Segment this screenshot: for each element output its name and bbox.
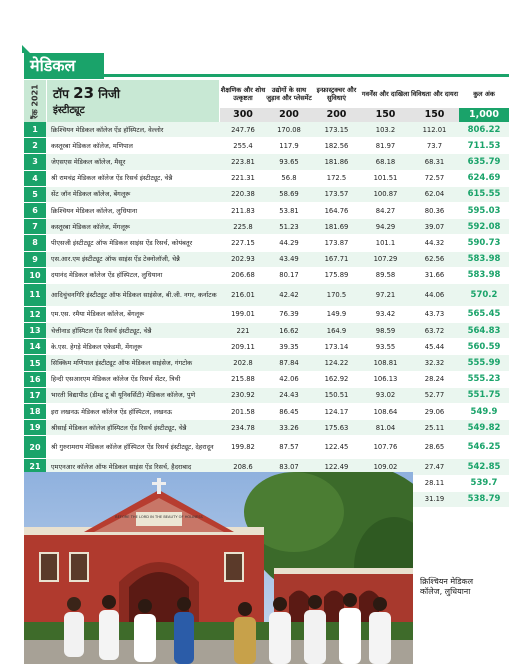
institute-name: आदिचुंचनगिरि इंस्टीट्यूट ऑफ मेडिकल साइंसेज, बी.जी. नगर, कर्नाटक: [51, 290, 217, 299]
score-cell: 181.86: [324, 157, 349, 166]
score-cell: 124.17: [324, 407, 349, 416]
score-cell: 62.04: [424, 190, 445, 199]
score-cell: 173.15: [324, 125, 349, 134]
rank-cell: 16: [24, 372, 46, 387]
institute-name: क्रिश्चियन मेडिकल कॉलेज, लुधियाना: [51, 206, 138, 215]
score-cell: 247.76: [231, 125, 255, 134]
institute-name: एम.एस. रमैया मेडिकल कॉलेज, बेंगलूरू: [51, 310, 145, 319]
score-cell: 25.11: [424, 423, 445, 432]
score-cell: 199.01: [231, 310, 255, 319]
total-score: 565.45: [467, 309, 501, 320]
score-cell: 80.17: [279, 271, 299, 280]
rank-cell: 1: [24, 122, 46, 137]
corner-marker: [22, 45, 30, 53]
total-score: 542.85: [467, 461, 501, 472]
column-weight-2: 200: [279, 109, 299, 120]
score-cell: 202.8: [233, 359, 253, 368]
rank-cell: 6: [24, 203, 46, 218]
score-cell: 97.21: [375, 290, 396, 299]
building-sign-text: BEFORE THE LORD IN THE BEAUTY OF HOLINESS: [115, 515, 203, 519]
table-row: [24, 171, 509, 187]
rank-cell: 14: [24, 339, 46, 354]
total-score: 590.73: [467, 237, 501, 248]
score-cell: 31.66: [424, 271, 445, 280]
rank-cell: 7: [24, 219, 46, 234]
score-cell: 51.23: [279, 222, 299, 231]
score-cell: 93.42: [375, 310, 396, 319]
score-cell: 87.84: [279, 359, 299, 368]
table-row: [24, 404, 509, 420]
rank-cell: 4: [24, 171, 46, 186]
score-cell: 215.88: [231, 375, 255, 384]
score-cell: 16.62: [279, 326, 299, 335]
rank-cell: 3: [24, 154, 46, 169]
total-score: 551.75: [467, 390, 501, 401]
title-number: 23: [73, 84, 95, 102]
rank-cell: 2: [24, 138, 46, 153]
total-score: 539.7: [470, 478, 498, 489]
institute-name: इरा लखनऊ मेडिकल कॉलेज ऐंड हॉस्पिटल, लखनऊ: [51, 407, 173, 416]
rank-cell: 13: [24, 323, 46, 338]
score-cell: 124.22: [324, 359, 349, 368]
score-cell: 107.76: [373, 443, 398, 452]
table-row: [24, 436, 509, 459]
score-cell: 42.06: [279, 375, 299, 384]
total-score: 583.98: [467, 270, 501, 281]
institute-name: श्री रामचंद्र मेडिकल कॉलेज ऐंड रिसर्च इंस्टीट्यूट, चेन्नै: [51, 174, 173, 183]
total-score: 564.83: [467, 325, 501, 336]
score-cell: 162.92: [324, 375, 349, 384]
rank-year-label: रैंक 2021: [30, 83, 40, 119]
institute-name: सेंट जॉन मेडिकल कॉलेज, बेंगलूरू: [51, 190, 131, 199]
table-row: [24, 219, 509, 235]
section-title: मेडिकल: [24, 53, 104, 79]
score-cell: 32.32: [424, 359, 445, 368]
score-cell: 89.58: [375, 271, 396, 280]
score-cell: 108.81: [373, 359, 398, 368]
table-row: [24, 420, 509, 436]
score-cell: 117.9: [279, 141, 299, 150]
score-cell: 100.87: [373, 190, 398, 199]
score-cell: 81.97: [375, 141, 396, 150]
rank-cell: 15: [24, 355, 46, 370]
institute-name: पीएसजी इंस्टीट्यूट ऑफ मेडिकल साइंस ऐंड रिसर्च, कोयंबतूर: [51, 238, 193, 247]
total-score: 711.53: [467, 140, 501, 151]
score-cell: 227.15: [231, 238, 255, 247]
score-cell: 106.13: [373, 375, 398, 384]
score-cell: 230.92: [231, 391, 255, 400]
institute-name: कस्तूरबा मेडिकल कॉलेज, मेंगलूरू: [51, 222, 130, 231]
score-cell: 211.83: [231, 206, 255, 215]
score-cell: 73.7: [426, 141, 443, 150]
institute-name: जेएसएस मेडिकल कॉलेज, मैसूर: [51, 157, 126, 166]
rank-cell: 10: [24, 268, 46, 283]
score-cell: 86.45: [279, 407, 299, 416]
total-score: 615.55: [467, 189, 501, 200]
score-cell: 216.01: [231, 290, 255, 299]
institute-name: के.एस. हेगड़े मेडिकल एकेडमी, मेंगलूरू: [51, 342, 143, 351]
table-title-box: [47, 80, 219, 122]
total-score: 555.23: [467, 374, 501, 385]
score-cell: 107.29: [373, 255, 398, 264]
column-weight-5: 150: [424, 109, 445, 120]
score-cell: 31.19: [424, 495, 445, 504]
table-row: [24, 268, 509, 284]
score-cell: 209.11: [231, 342, 255, 351]
total-score: 595.03: [467, 205, 501, 216]
total-score: 806.22: [467, 124, 501, 135]
table-row: [24, 323, 509, 339]
institute-name: कस्तूरबा मेडिकल कॉलेज, मणिपाल: [51, 141, 133, 150]
column-weight-4: 150: [375, 109, 396, 120]
score-cell: 94.29: [375, 222, 396, 231]
score-cell: 93.55: [375, 342, 396, 351]
table-row: [24, 307, 509, 323]
score-cell: 221: [236, 326, 250, 335]
score-cell: 24.43: [279, 391, 299, 400]
table-subtitle: इंस्टीट्यूट: [53, 105, 85, 116]
score-cell: 221.31: [231, 174, 255, 183]
institute-name: सिक्किम मणिपाल इंस्टीट्यूट ऑफ मेडिकल साइंसेज, गंगटोक: [51, 359, 193, 368]
total-score: 538.79: [467, 494, 501, 505]
column-header-3: इन्फ्रास्ट्रक्चर और सुविधाएं: [316, 86, 357, 102]
photo-caption: [420, 577, 473, 597]
score-cell: 44.29: [279, 238, 299, 247]
total-score: 549.9: [470, 406, 498, 417]
table-row: [24, 388, 509, 404]
rank-cell: 9: [24, 252, 46, 267]
college-building-illustration: [24, 472, 413, 664]
institute-name: एस.आर.एम इंस्टीट्यूट ऑफ साइंस ऐंड टेक्नोलॉजी, चेन्नै: [51, 255, 180, 264]
score-cell: 202.93: [231, 255, 255, 264]
score-cell: 109.02: [373, 462, 398, 471]
score-cell: 101.1: [375, 238, 396, 247]
score-cell: 112.01: [422, 125, 447, 134]
column-weight-3: 200: [326, 109, 347, 120]
score-cell: 225.8: [233, 222, 253, 231]
score-cell: 199.82: [231, 443, 255, 452]
total-score: 624.69: [467, 173, 501, 184]
rank-cell: 20: [24, 436, 46, 458]
column-header-5: विविधता और दायरा: [410, 90, 459, 98]
rank-cell: 19: [24, 420, 46, 435]
table-row: [24, 372, 509, 388]
rank-cell: 8: [24, 235, 46, 250]
score-cell: 172.5: [326, 174, 347, 183]
rank-cell: 12: [24, 307, 46, 322]
table-row: [24, 187, 509, 203]
score-cell: 175.89: [324, 271, 349, 280]
score-cell: 39.07: [424, 222, 445, 231]
campus-photo: [24, 472, 413, 664]
score-cell: 80.36: [424, 206, 445, 215]
score-cell: 122.45: [324, 443, 349, 452]
score-cell: 181.69: [324, 222, 349, 231]
score-cell: 206.68: [231, 271, 255, 280]
score-cell: 201.58: [231, 407, 255, 416]
score-cell: 122.49: [324, 462, 349, 471]
rank-cell: 17: [24, 388, 46, 403]
institute-name: दयानंद मेडिकल कॉलेज ऐंड हॉस्पिटल, लुधियाना: [51, 271, 163, 280]
score-cell: 44.32: [424, 238, 445, 247]
title-prefix: टॉप: [53, 87, 69, 101]
score-cell: 68.18: [375, 157, 396, 166]
table-row: [24, 252, 509, 268]
rank-cell: 18: [24, 404, 46, 419]
score-cell: 164.9: [326, 326, 347, 335]
score-cell: 175.63: [324, 423, 349, 432]
score-cell: 208.6: [233, 462, 253, 471]
score-cell: 93.65: [279, 157, 299, 166]
column-header-6: कुल अंक: [473, 90, 495, 98]
institute-name: हिन्दी एसआरएम मेडिकल कॉलेज ऐंड रिसर्च सेंटर, त्रिची: [51, 375, 181, 384]
score-cell: 62.56: [424, 255, 445, 264]
score-cell: 173.57: [324, 190, 349, 199]
score-cell: 33.26: [279, 423, 299, 432]
rank-year-header: [24, 80, 46, 122]
institute-name: चेत्तीनाड हॉस्पिटल ऐंड रिसर्च इंस्टीट्यूट, चेन्नै: [51, 326, 152, 335]
score-cell: 56.8: [281, 174, 297, 183]
table-row: [24, 122, 509, 138]
score-cell: 53.81: [279, 206, 299, 215]
score-cell: 93.02: [375, 391, 396, 400]
score-cell: 103.2: [375, 125, 396, 134]
caption-line-2: कॉलेज, लुधियाना: [420, 587, 471, 596]
score-cell: 170.5: [326, 290, 347, 299]
score-cell: 43.73: [424, 310, 445, 319]
total-score: 570.2: [470, 289, 498, 300]
total-score: 583.98: [467, 254, 501, 265]
score-cell: 52.77: [424, 391, 445, 400]
column-header-2: उद्योगों के साथ जुड़ाव और प्लेसमेंट: [266, 86, 312, 102]
table-row: [24, 235, 509, 251]
score-cell: 43.49: [279, 255, 299, 264]
institute-name: क्रिश्चियन मेडिकल कॉलेज ऐंड हॉस्पिटल, वेल्लोर: [51, 125, 164, 134]
score-cell: 44.06: [424, 290, 445, 299]
score-cell: 87.57: [279, 443, 299, 452]
score-cell: 173.14: [324, 342, 349, 351]
score-cell: 173.87: [324, 238, 349, 247]
institute-name: एमएनआर कॉलेज ऑफ मेडिकल साइंस ऐंड रिसर्च, हैदराबाद: [51, 462, 192, 471]
score-cell: 68.31: [424, 157, 445, 166]
total-score: 592.08: [467, 221, 501, 232]
table-row: [24, 154, 509, 170]
score-cell: 83.07: [279, 462, 299, 471]
total-score: 635.79: [467, 156, 501, 167]
institute-name: श्री गुरुरामराय मेडिकल कॉलेज हॉस्पिटल ऐंड रिसर्च इंस्टीट्यूट, देहरादून: [51, 443, 214, 452]
score-cell: 98.59: [375, 326, 396, 335]
column-header-4: गवर्नेंस और दाखिला: [361, 90, 410, 98]
score-cell: 84.27: [375, 206, 396, 215]
score-cell: 42.42: [279, 290, 299, 299]
score-cell: 223.81: [231, 157, 255, 166]
table-row: [24, 203, 509, 219]
score-cell: 58.69: [279, 190, 299, 199]
score-cell: 164.76: [324, 206, 349, 215]
total-score: 546.25: [467, 442, 501, 453]
score-cell: 39.35: [279, 342, 299, 351]
table-row: [24, 339, 509, 355]
column-weight-1: 300: [233, 109, 253, 120]
table-row: [24, 138, 509, 154]
section-rule: [104, 74, 509, 77]
total-score: 549.82: [467, 422, 501, 433]
score-cell: 255.4: [233, 141, 253, 150]
total-score: 560.59: [467, 341, 501, 352]
rank-cell: 11: [24, 284, 46, 306]
institute-name: श्रीसाई मेडिकल कॉलेज हॉस्पिटल ऐंड रिसर्च इंस्टीट्यूट, चेन्नै: [51, 423, 187, 432]
title-suffix: निजी: [98, 87, 121, 101]
score-cell: 29.06: [424, 407, 445, 416]
score-cell: 101.51: [373, 174, 398, 183]
score-cell: 167.71: [324, 255, 349, 264]
score-cell: 150.51: [324, 391, 349, 400]
score-cell: 234.78: [231, 423, 255, 432]
score-cell: 28.24: [424, 375, 445, 384]
score-cell: 108.64: [373, 407, 398, 416]
rank-cell: 21: [24, 459, 46, 474]
institute-name: भारती विद्यापीठ (डीम्ड टू बी यूनिवर्सिटी) मेडिकल कॉलेज, पुणे: [51, 391, 196, 400]
table-title: [53, 84, 120, 102]
total-score: 555.99: [467, 358, 501, 369]
score-cell: 220.38: [231, 190, 255, 199]
score-cell: 72.57: [424, 174, 445, 183]
rank-cell: 5: [24, 187, 46, 202]
caption-line-1: क्रिश्चियन मेडिकल: [420, 577, 474, 586]
table-row: [24, 284, 509, 307]
score-cell: 149.9: [326, 310, 347, 319]
score-cell: 28.65: [424, 443, 445, 452]
column-header-1: शैक्षणिक और शोध उत्कृष्टता: [220, 86, 266, 102]
column-weight-6: 1,000: [459, 108, 509, 122]
score-cell: 170.08: [277, 125, 301, 134]
ranking-table: [24, 122, 509, 508]
score-cell: 63.72: [424, 326, 445, 335]
score-cell: 45.44: [424, 342, 445, 351]
score-cell: 81.04: [375, 423, 396, 432]
table-row: [24, 355, 509, 371]
score-cell: 76.39: [279, 310, 299, 319]
score-cell: 27.47: [424, 462, 445, 471]
score-cell: 182.56: [324, 141, 349, 150]
score-cell: 28.11: [424, 479, 445, 488]
